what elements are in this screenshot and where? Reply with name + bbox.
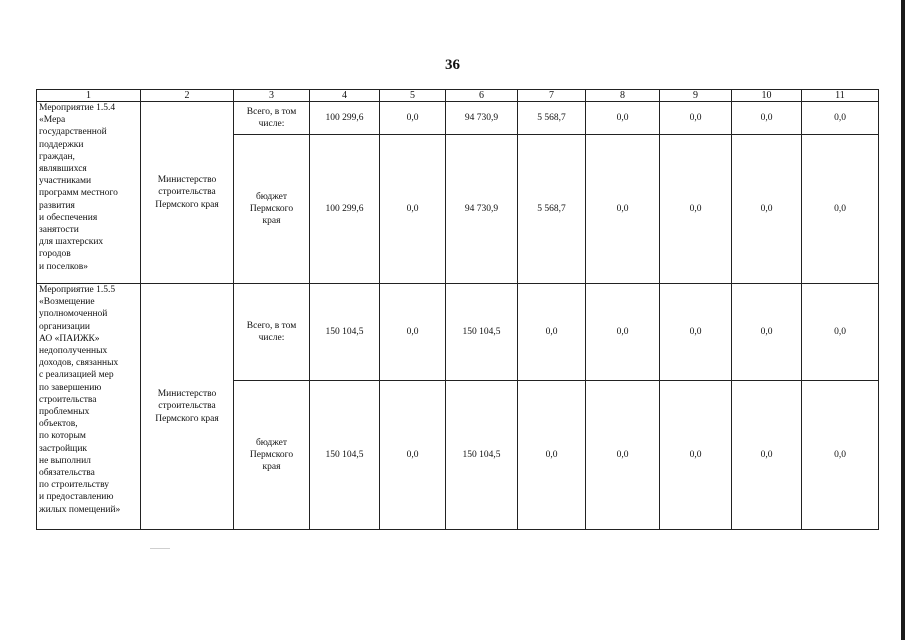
value-cell: 0,0 bbox=[660, 102, 732, 135]
table-row bbox=[37, 102, 879, 135]
value-cell: 150 104,5 bbox=[310, 381, 380, 530]
value-cell: 150 104,5 bbox=[446, 284, 518, 381]
value-cell: 0,0 bbox=[518, 284, 586, 381]
column-header: 7 bbox=[518, 90, 586, 102]
executor-name: Министерство строительства Пермского края bbox=[141, 284, 234, 530]
value-cell: 100 299,6 bbox=[310, 135, 380, 284]
value-cell: 0,0 bbox=[586, 284, 660, 381]
value-cell: 0,0 bbox=[732, 102, 802, 135]
column-header: 5 bbox=[380, 90, 446, 102]
value-cell: 0,0 bbox=[586, 381, 660, 530]
column-header: 11 bbox=[802, 90, 879, 102]
value-cell: 0,0 bbox=[660, 381, 732, 530]
budget-table bbox=[36, 89, 879, 530]
header-row bbox=[37, 90, 879, 102]
value-cell: 5 568,7 bbox=[518, 135, 586, 284]
funding-source: Всего, в том числе: bbox=[234, 102, 310, 135]
executor-name: Министерство строительства Пермского края bbox=[141, 102, 234, 284]
value-cell: 150 104,5 bbox=[446, 381, 518, 530]
value-cell: 5 568,7 bbox=[518, 102, 586, 135]
table-row bbox=[37, 284, 879, 381]
measure-name: Мероприятие 1.5.4 «Мера государственной поддержки граждан, являвшихся участниками программ местного развития и обеспечения занятости для шахтерских городов и поселков» bbox=[37, 102, 141, 284]
value-cell: 0,0 bbox=[586, 135, 660, 284]
measure-name: Мероприятие 1.5.5 «Возмещение уполномоченной организации АО «ПАИЖК» недополученных доходов, связанных с реализацией мер по завершению строительства проблемных объектов, по которым застройщик не выполнил обязательства по строительству и предоставлению жилых помещений» bbox=[37, 284, 141, 530]
funding-source: бюджет Пермского края bbox=[234, 381, 310, 530]
value-cell: 94 730,9 bbox=[446, 102, 518, 135]
value-cell: 0,0 bbox=[732, 135, 802, 284]
column-header: 6 bbox=[446, 90, 518, 102]
column-header: 4 bbox=[310, 90, 380, 102]
value-cell: 0,0 bbox=[802, 102, 879, 135]
value-cell: 0,0 bbox=[732, 284, 802, 381]
value-cell: 0,0 bbox=[380, 135, 446, 284]
column-header: 8 bbox=[586, 90, 660, 102]
value-cell: 0,0 bbox=[380, 102, 446, 135]
funding-source: бюджет Пермского края bbox=[234, 135, 310, 284]
value-cell: 100 299,6 bbox=[310, 102, 380, 135]
column-header: 3 bbox=[234, 90, 310, 102]
column-header: 9 bbox=[660, 90, 732, 102]
value-cell: 94 730,9 bbox=[446, 135, 518, 284]
column-header: 1 bbox=[37, 90, 141, 102]
value-cell: 0,0 bbox=[660, 284, 732, 381]
value-cell: 0,0 bbox=[802, 135, 879, 284]
value-cell: 0,0 bbox=[802, 284, 879, 381]
column-header: 2 bbox=[141, 90, 234, 102]
scan-artifact-line bbox=[150, 548, 170, 549]
page-edge bbox=[901, 0, 905, 640]
value-cell: 150 104,5 bbox=[310, 284, 380, 381]
value-cell: 0,0 bbox=[586, 102, 660, 135]
value-cell: 0,0 bbox=[660, 135, 732, 284]
value-cell: 0,0 bbox=[802, 381, 879, 530]
value-cell: 0,0 bbox=[732, 381, 802, 530]
page-number: 36 bbox=[445, 57, 460, 73]
value-cell: 0,0 bbox=[380, 284, 446, 381]
funding-source: Всего, в том числе: bbox=[234, 284, 310, 381]
value-cell: 0,0 bbox=[518, 381, 586, 530]
value-cell: 0,0 bbox=[380, 381, 446, 530]
column-header: 10 bbox=[732, 90, 802, 102]
